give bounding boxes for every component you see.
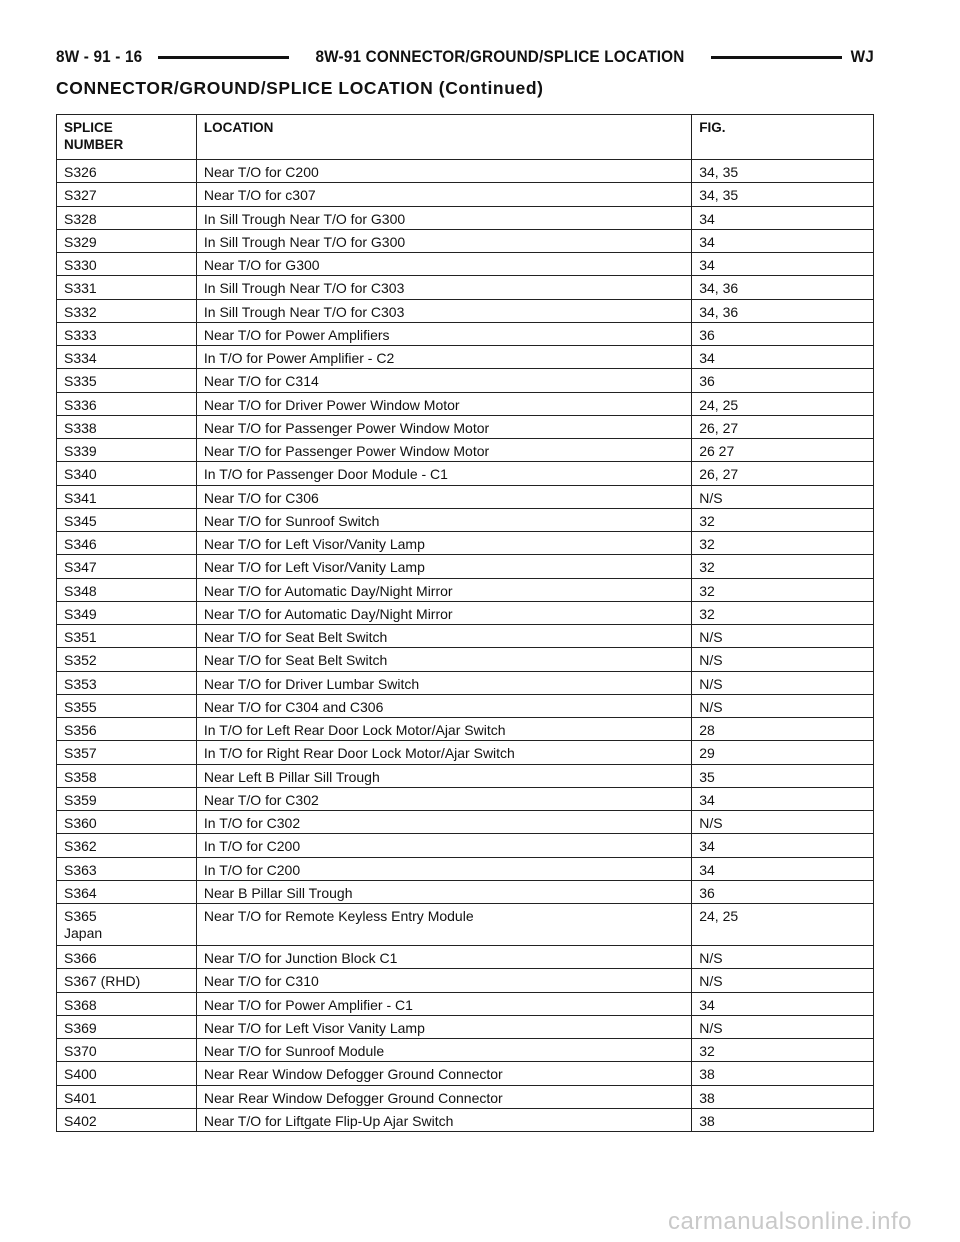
- splice-number-cell: S349: [57, 601, 197, 624]
- splice-number-cell: S359: [57, 787, 197, 810]
- table-row: [57, 648, 874, 671]
- location-cell: Near T/O for Seat Belt Switch: [196, 625, 691, 648]
- location-cell: Near T/O for Automatic Day/Night Mirror: [196, 578, 691, 601]
- table-row: [57, 253, 874, 276]
- table-row: [57, 946, 874, 969]
- location-cell: In Sill Trough Near T/O for C303: [196, 299, 691, 322]
- fig-cell: 36: [692, 322, 874, 345]
- splice-number-cell: S368: [57, 992, 197, 1015]
- table-header-row: [57, 115, 874, 160]
- table-row: [57, 834, 874, 857]
- column-header-location: LOCATION: [196, 115, 691, 160]
- column-header-splice-number: SPLICE NUMBER: [57, 115, 197, 160]
- location-cell: Near T/O for Power Amplifier - C1: [196, 992, 691, 1015]
- location-cell: Near T/O for C200: [196, 160, 691, 183]
- splice-number-cell: S336: [57, 392, 197, 415]
- splice-number-cell: S348: [57, 578, 197, 601]
- fig-cell: N/S: [692, 625, 874, 648]
- fig-cell: 34, 35: [692, 160, 874, 183]
- splice-number-cell: S334: [57, 346, 197, 369]
- fig-cell: 36: [692, 880, 874, 903]
- splice-number-cell: S370: [57, 1039, 197, 1062]
- fig-cell: N/S: [692, 1015, 874, 1038]
- fig-cell: 26, 27: [692, 462, 874, 485]
- table-row: [57, 787, 874, 810]
- splice-number-cell: S331: [57, 276, 197, 299]
- location-cell: Near T/O for G300: [196, 253, 691, 276]
- page-header: [56, 44, 874, 70]
- fig-cell: 38: [692, 1108, 874, 1131]
- fig-cell: 32: [692, 1039, 874, 1062]
- fig-cell: N/S: [692, 811, 874, 834]
- location-cell: In Sill Trough Near T/O for G300: [196, 206, 691, 229]
- fig-cell: 34: [692, 787, 874, 810]
- location-cell: Near T/O for C314: [196, 369, 691, 392]
- table-row: [57, 276, 874, 299]
- fig-cell: N/S: [692, 648, 874, 671]
- fig-cell: N/S: [692, 969, 874, 992]
- fig-cell: N/S: [692, 671, 874, 694]
- splice-number-cell: S362: [57, 834, 197, 857]
- splice-number-cell: S330: [57, 253, 197, 276]
- fig-cell: 32: [692, 508, 874, 531]
- table-row: [57, 439, 874, 462]
- location-cell: Near T/O for c307: [196, 183, 691, 206]
- fig-cell: 34: [692, 229, 874, 252]
- table-row: [57, 741, 874, 764]
- table-row: [57, 1062, 874, 1085]
- fig-cell: 34, 35: [692, 183, 874, 206]
- location-cell: Near T/O for Left Visor/Vanity Lamp: [196, 555, 691, 578]
- location-cell: Near T/O for C304 and C306: [196, 694, 691, 717]
- location-cell: Near T/O for Left Visor/Vanity Lamp: [196, 532, 691, 555]
- table-row: [57, 811, 874, 834]
- splice-number-cell: S329: [57, 229, 197, 252]
- table-row: [57, 1085, 874, 1108]
- location-cell: Near T/O for Left Visor Vanity Lamp: [196, 1015, 691, 1038]
- splice-number-cell: S357: [57, 741, 197, 764]
- splice-number-cell: S365 Japan: [57, 904, 197, 946]
- location-cell: In T/O for C200: [196, 834, 691, 857]
- splice-number-cell: S363: [57, 857, 197, 880]
- splice-number-cell: S332: [57, 299, 197, 322]
- table-row: [57, 415, 874, 438]
- location-cell: In T/O for Left Rear Door Lock Motor/Ajar Switch: [196, 718, 691, 741]
- location-cell: Near T/O for Remote Keyless Entry Module: [196, 904, 691, 946]
- splice-number-cell: S326: [57, 160, 197, 183]
- table-row: [57, 969, 874, 992]
- splice-number-cell: S346: [57, 532, 197, 555]
- location-cell: Near T/O for Driver Lumbar Switch: [196, 671, 691, 694]
- table-row: [57, 183, 874, 206]
- table-row: [57, 532, 874, 555]
- fig-cell: N/S: [692, 946, 874, 969]
- location-cell: Near T/O for Power Amplifiers: [196, 322, 691, 345]
- header-rule-right: [711, 56, 842, 59]
- location-cell: Near T/O for Liftgate Flip-Up Ajar Switch: [196, 1108, 691, 1131]
- table-row: [57, 857, 874, 880]
- splice-number-cell: S369: [57, 1015, 197, 1038]
- location-cell: Near Rear Window Defogger Ground Connector: [196, 1062, 691, 1085]
- splice-number-cell: S338: [57, 415, 197, 438]
- location-cell: In T/O for Power Amplifier - C2: [196, 346, 691, 369]
- location-cell: Near T/O for Junction Block C1: [196, 946, 691, 969]
- fig-cell: 34, 36: [692, 276, 874, 299]
- fig-cell: 32: [692, 601, 874, 624]
- fig-cell: 32: [692, 578, 874, 601]
- splice-number-cell: S347: [57, 555, 197, 578]
- header-rule-left: [158, 56, 289, 59]
- location-cell: Near T/O for C310: [196, 969, 691, 992]
- location-cell: In T/O for C200: [196, 857, 691, 880]
- location-cell: In Sill Trough Near T/O for C303: [196, 276, 691, 299]
- splice-number-cell: S358: [57, 764, 197, 787]
- fig-cell: 35: [692, 764, 874, 787]
- watermark: carmanualsonline.info: [668, 1208, 912, 1235]
- splice-number-cell: S333: [57, 322, 197, 345]
- table-row: [57, 299, 874, 322]
- table-row: [57, 206, 874, 229]
- splice-number-cell: S335: [57, 369, 197, 392]
- table-row: [57, 718, 874, 741]
- section-title: 8W-91 CONNECTOR/GROUND/SPLICE LOCATION: [315, 47, 685, 66]
- fig-cell: N/S: [692, 485, 874, 508]
- splice-number-cell: S401: [57, 1085, 197, 1108]
- fig-cell: 34: [692, 834, 874, 857]
- location-cell: Near T/O for Automatic Day/Night Mirror: [196, 601, 691, 624]
- location-cell: In T/O for C302: [196, 811, 691, 834]
- splice-number-cell: S366: [57, 946, 197, 969]
- splice-number-cell: S355: [57, 694, 197, 717]
- fig-cell: 26 27: [692, 439, 874, 462]
- fig-cell: 34: [692, 253, 874, 276]
- splice-number-cell: S328: [57, 206, 197, 229]
- location-cell: Near T/O for Passenger Power Window Motor: [196, 439, 691, 462]
- table-row: [57, 369, 874, 392]
- location-cell: Near T/O for Sunroof Module: [196, 1039, 691, 1062]
- location-cell: Near Rear Window Defogger Ground Connector: [196, 1085, 691, 1108]
- splice-number-cell: S351: [57, 625, 197, 648]
- table-row: [57, 160, 874, 183]
- location-cell: In Sill Trough Near T/O for G300: [196, 229, 691, 252]
- location-cell: Near Left B Pillar Sill Trough: [196, 764, 691, 787]
- page-number: 8W - 91 - 16: [56, 47, 143, 66]
- table-row: [57, 485, 874, 508]
- fig-cell: 34: [692, 206, 874, 229]
- fig-cell: 34: [692, 857, 874, 880]
- table-title: CONNECTOR/GROUND/SPLICE LOCATION (Continued): [56, 78, 544, 98]
- table-row: [57, 508, 874, 531]
- splice-number-cell: S340: [57, 462, 197, 485]
- fig-cell: 32: [692, 555, 874, 578]
- table-row: [57, 625, 874, 648]
- location-cell: Near T/O for Seat Belt Switch: [196, 648, 691, 671]
- table-row: [57, 1108, 874, 1131]
- location-cell: In T/O for Right Rear Door Lock Motor/Ajar Switch: [196, 741, 691, 764]
- splice-number-cell: S367 (RHD): [57, 969, 197, 992]
- table-row: [57, 764, 874, 787]
- table-row: [57, 601, 874, 624]
- fig-cell: 28: [692, 718, 874, 741]
- location-cell: Near T/O for Passenger Power Window Motor: [196, 415, 691, 438]
- location-cell: Near T/O for C306: [196, 485, 691, 508]
- fig-cell: N/S: [692, 694, 874, 717]
- model-code: WJ: [850, 47, 874, 66]
- table-row: [57, 392, 874, 415]
- fig-cell: 34: [692, 346, 874, 369]
- table-row: [57, 578, 874, 601]
- fig-cell: 26, 27: [692, 415, 874, 438]
- location-cell: Near T/O for C302: [196, 787, 691, 810]
- splice-number-cell: S339: [57, 439, 197, 462]
- splice-number-cell: S360: [57, 811, 197, 834]
- fig-cell: 34, 36: [692, 299, 874, 322]
- table-row: [57, 555, 874, 578]
- splice-number-cell: S353: [57, 671, 197, 694]
- table-row: [57, 904, 874, 946]
- splice-number-cell: S327: [57, 183, 197, 206]
- fig-cell: 36: [692, 369, 874, 392]
- splice-number-cell: S402: [57, 1108, 197, 1131]
- splice-number-cell: S356: [57, 718, 197, 741]
- table-row: [57, 880, 874, 903]
- table-row: [57, 671, 874, 694]
- table-row: [57, 1039, 874, 1062]
- splice-number-cell: S400: [57, 1062, 197, 1085]
- splice-number-cell: S364: [57, 880, 197, 903]
- splice-number-cell: S352: [57, 648, 197, 671]
- location-cell: Near T/O for Driver Power Window Motor: [196, 392, 691, 415]
- table-row: [57, 346, 874, 369]
- fig-cell: 24, 25: [692, 392, 874, 415]
- fig-cell: 32: [692, 532, 874, 555]
- table-row: [57, 694, 874, 717]
- column-header-fig: FIG.: [692, 115, 874, 160]
- fig-cell: 38: [692, 1085, 874, 1108]
- splice-number-cell: S341: [57, 485, 197, 508]
- table-row: [57, 992, 874, 1015]
- table-row: [57, 322, 874, 345]
- table-row: [57, 1015, 874, 1038]
- fig-cell: 24, 25: [692, 904, 874, 946]
- location-cell: Near B Pillar Sill Trough: [196, 880, 691, 903]
- table-row: [57, 462, 874, 485]
- splice-number-cell: S345: [57, 508, 197, 531]
- location-cell: In T/O for Passenger Door Module - C1: [196, 462, 691, 485]
- fig-cell: 38: [692, 1062, 874, 1085]
- fig-cell: 29: [692, 741, 874, 764]
- splice-location-table: [56, 114, 874, 1132]
- fig-cell: 34: [692, 992, 874, 1015]
- table-row: [57, 229, 874, 252]
- location-cell: Near T/O for Sunroof Switch: [196, 508, 691, 531]
- table-body: [57, 160, 874, 1132]
